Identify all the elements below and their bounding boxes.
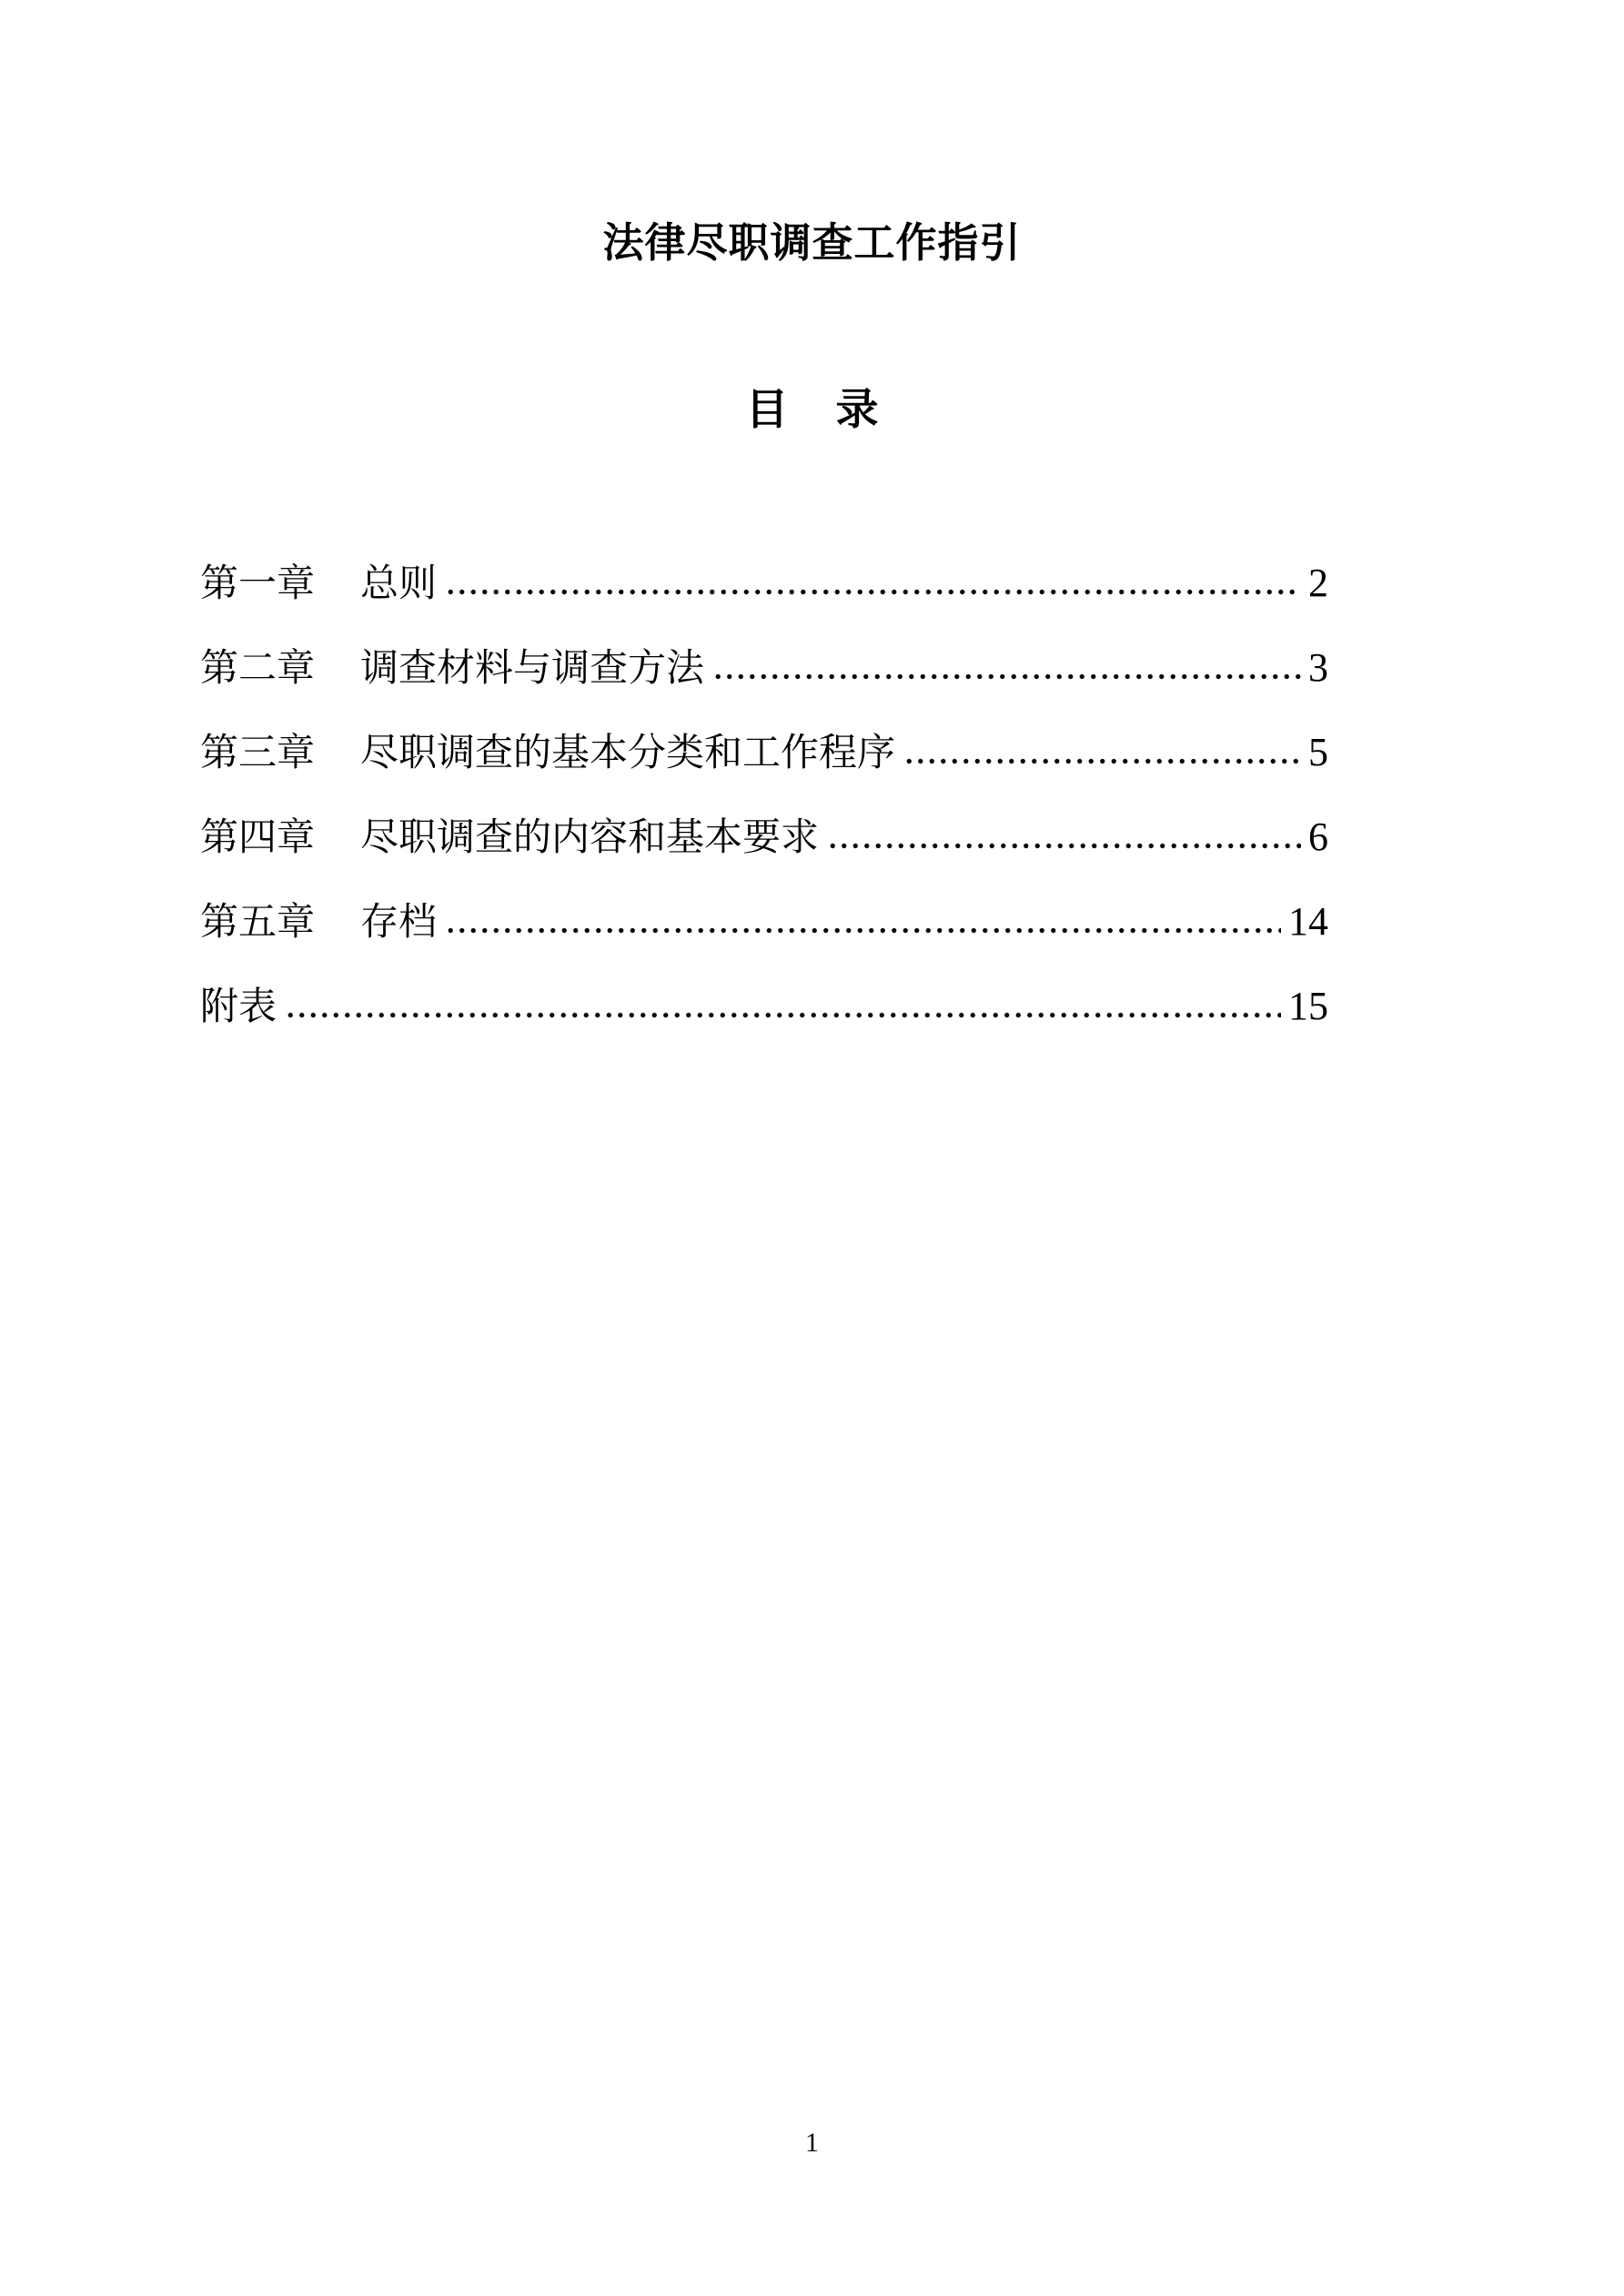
toc-entry-chapter-1[interactable] xyxy=(200,541,1328,625)
toc-chapter-label: 第五章 xyxy=(200,902,316,944)
dotted-leader xyxy=(824,842,1301,850)
toc-heading xyxy=(0,388,1624,435)
toc-entry-chapter-3[interactable] xyxy=(200,710,1328,794)
toc-chapter-label: 第二章 xyxy=(200,648,316,690)
toc-entry-chapter-2[interactable] xyxy=(200,625,1328,710)
toc-entry-title: 附表 xyxy=(200,986,277,1028)
toc-chapter-label: 第三章 xyxy=(200,733,316,774)
toc-entry-title: 总则 xyxy=(360,563,438,605)
toc-page-number: 14 xyxy=(1288,899,1328,944)
toc-entry-title: 尽职调查的内容和基本要求 xyxy=(360,817,820,859)
dotted-leader xyxy=(442,926,1281,935)
toc-page-number: 3 xyxy=(1308,645,1328,690)
toc-entry-appendix[interactable] xyxy=(200,964,1328,1048)
toc-entry-title: 尽职调查的基本分类和工作程序 xyxy=(360,733,896,774)
dotted-leader xyxy=(901,757,1301,765)
toc-heading-char-left: 目 xyxy=(745,387,789,434)
document-title: 法律尽职调查工作指引 xyxy=(602,218,1022,267)
dotted-leader xyxy=(442,588,1301,596)
toc-entry-chapter-5[interactable] xyxy=(200,879,1328,964)
toc-chapter-label: 第一章 xyxy=(200,563,316,605)
toc-page-number: 5 xyxy=(1308,730,1328,774)
toc-entry-title: 存档 xyxy=(360,902,438,944)
toc-entry-chapter-4[interactable] xyxy=(200,794,1328,879)
toc-page-number: 2 xyxy=(1308,561,1328,605)
footer-page-number: 1 xyxy=(805,2128,819,2158)
toc-heading-char-right: 录 xyxy=(835,387,879,434)
toc-chapter-label: 第四章 xyxy=(200,817,316,859)
table-of-contents xyxy=(200,541,1328,1048)
toc-entry-title: 调查材料与调查方法 xyxy=(360,648,705,690)
dotted-leader xyxy=(282,1011,1281,1019)
dotted-leader xyxy=(710,673,1301,681)
toc-page-number: 6 xyxy=(1308,814,1328,859)
toc-page-number: 15 xyxy=(1288,984,1328,1028)
